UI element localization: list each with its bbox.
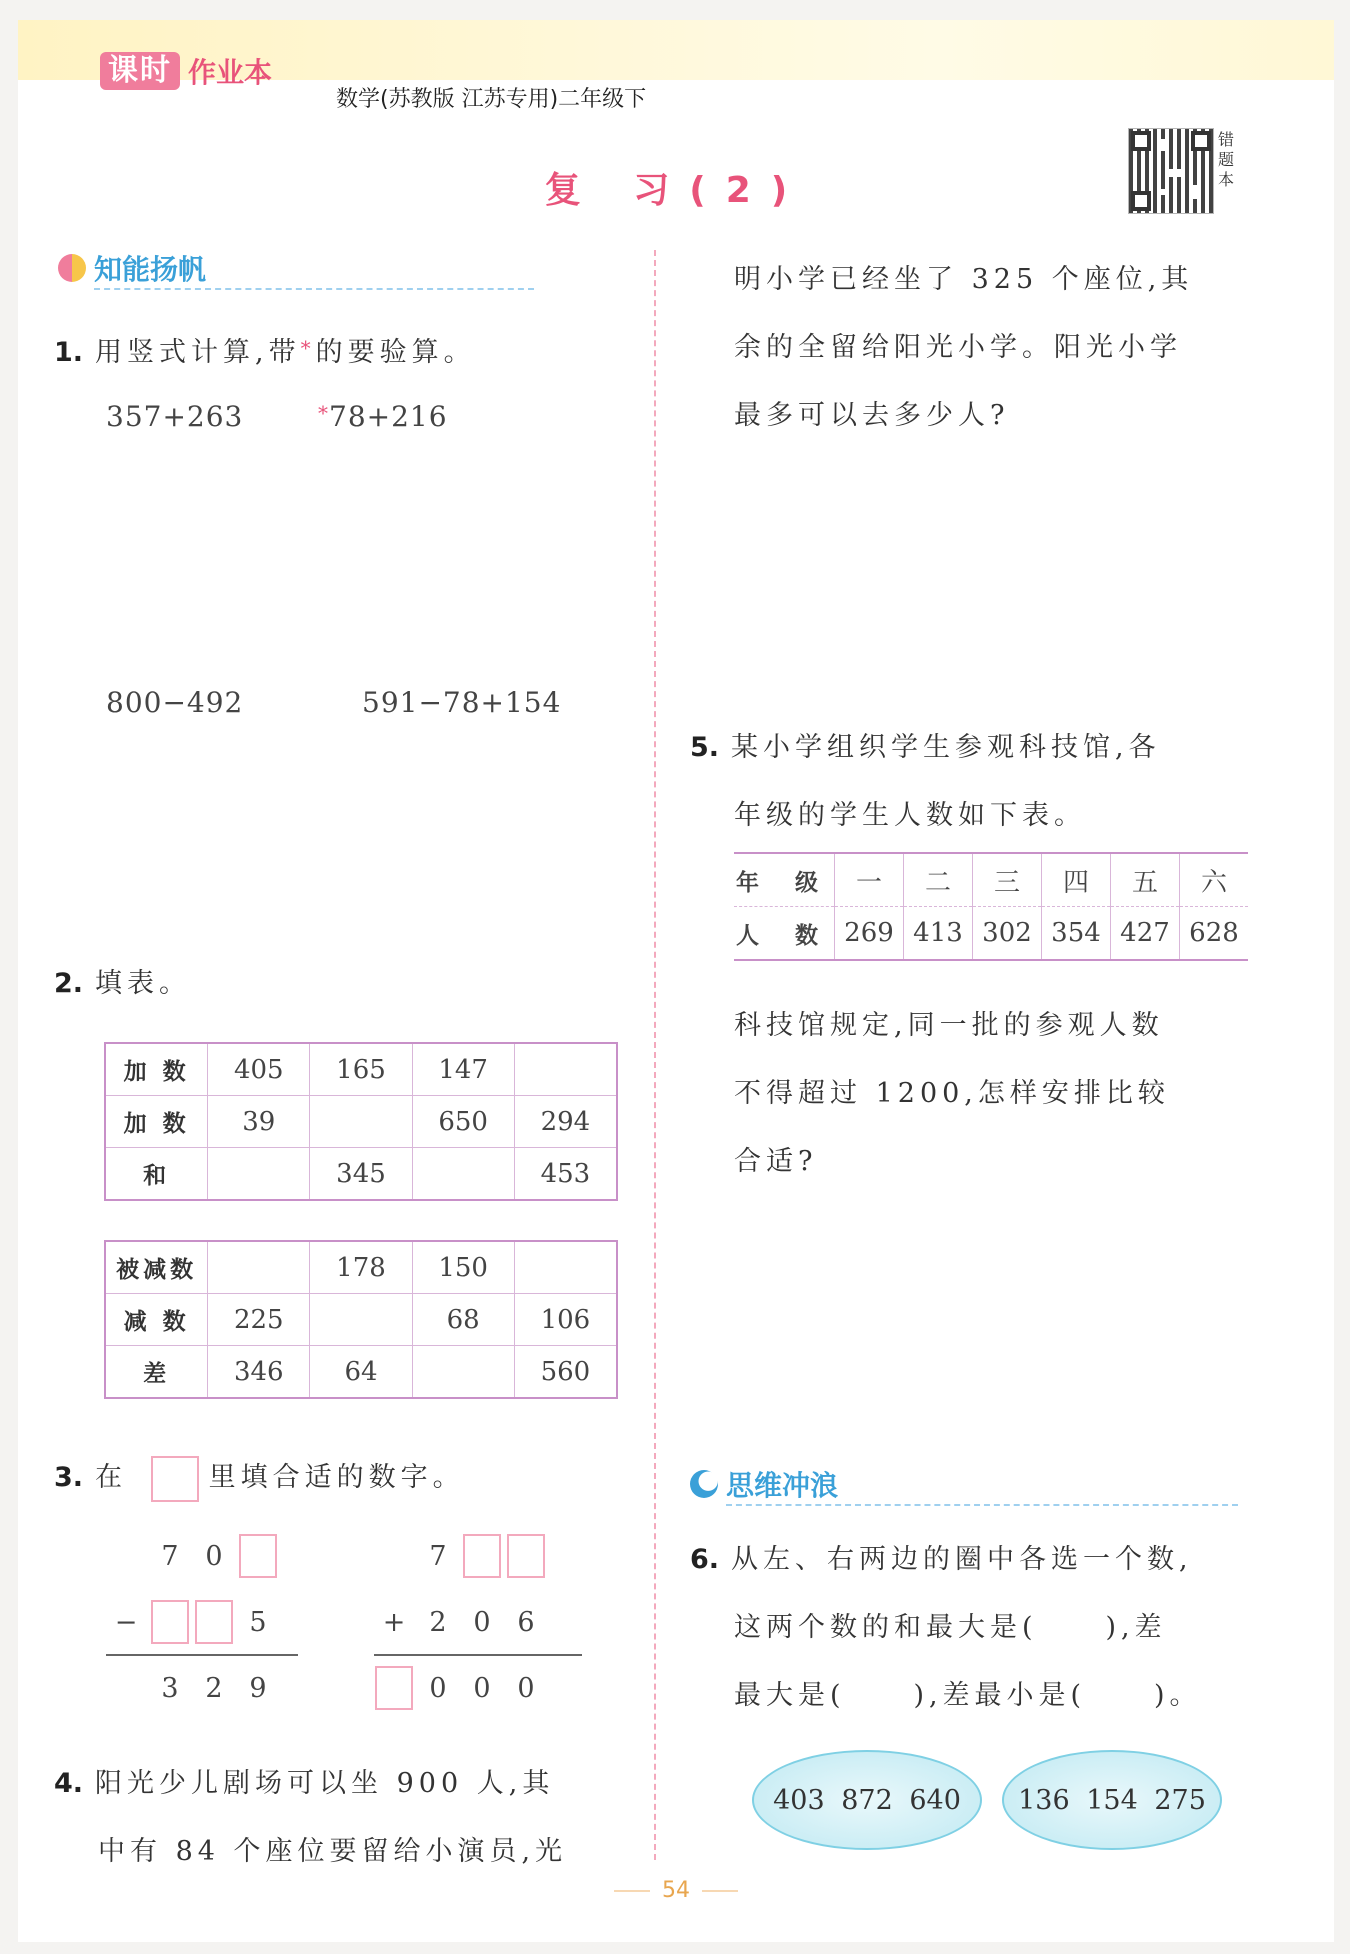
question-4: 4. 阳光少儿剧场可以坐 900 人,其 中有 84 个座位要留给小演员,光 [54, 1768, 568, 1867]
table-cell[interactable] [514, 1241, 617, 1294]
moon-icon [690, 1470, 718, 1498]
digit-input[interactable] [151, 1600, 189, 1644]
table-cell: 147 [412, 1043, 514, 1096]
qr-code-icon[interactable] [1128, 128, 1214, 214]
number-circle-left: 403 872 640 [752, 1750, 982, 1850]
table-cell: 39 [208, 1096, 310, 1148]
table-cell: 405 [208, 1043, 310, 1096]
grade-cell: 二 [904, 853, 973, 907]
page-number: 54 [18, 1878, 1334, 1903]
table-cell: 150 [412, 1241, 514, 1294]
worksheet-page [18, 20, 1334, 1942]
table-cell[interactable] [208, 1241, 310, 1294]
subtraction-table [104, 1240, 618, 1399]
expression-3: 800−492 [106, 686, 244, 719]
section-header-1 [58, 248, 528, 288]
lesson-title: 复 习(2) [544, 170, 808, 211]
section-title-1: 知能扬帆 [94, 253, 207, 286]
vertical-1-row-2: − 5 [104, 1598, 280, 1646]
digit-input[interactable] [239, 1534, 277, 1578]
row-header: 减 数 [105, 1294, 208, 1346]
table-cell: 345 [310, 1148, 412, 1201]
count-header: 人 数 [734, 907, 835, 961]
brand-logo [100, 50, 272, 92]
count-cell: 427 [1111, 907, 1180, 961]
vertical-2-row-1: 7 [416, 1532, 548, 1580]
count-cell: 302 [973, 907, 1042, 961]
count-cell: 269 [835, 907, 904, 961]
grade-count-table [734, 852, 1248, 961]
blank-box-example [151, 1456, 199, 1502]
table-row [105, 1294, 617, 1346]
grade-cell: 六 [1180, 853, 1249, 907]
digit-input[interactable] [507, 1534, 545, 1578]
digit-input[interactable] [195, 1600, 233, 1644]
count-cell: 628 [1189, 918, 1239, 948]
book-title: 数学(苏教版 江苏专用)二年级下 [336, 87, 647, 112]
row-header: 加 数 [105, 1096, 208, 1148]
count-cell: 354 [1042, 907, 1111, 961]
table-cell[interactable] [208, 1148, 310, 1201]
table-cell: 178 [310, 1241, 412, 1294]
sail-icon [58, 254, 86, 282]
logo-text: 作业本 [188, 56, 273, 89]
table-cell[interactable] [514, 1043, 617, 1096]
expression-4: 591−78+154 [362, 686, 562, 719]
digit-input[interactable] [463, 1534, 501, 1578]
table-cell: 560 [514, 1346, 617, 1399]
table-cell: 294 [514, 1096, 617, 1148]
grade-cell: 三 [973, 853, 1042, 907]
vertical-2-row-2: + 2 0 6 [382, 1606, 535, 1638]
grade-cell: 四 [1042, 853, 1111, 907]
logo-mark: 课时 [100, 52, 180, 90]
question-3: 3. 在 里填合适的数字。 [54, 1444, 465, 1512]
table-cell[interactable] [310, 1096, 412, 1148]
column-divider [654, 250, 656, 1860]
table-row [105, 1148, 617, 1201]
grade-cell: 一 [835, 853, 904, 907]
grade-header: 年 级 [734, 853, 835, 907]
question-6: 6. 从左、右两边的圈中各选一个数, 这两个数的和最大是( ),差 最大是( ),差最小是( )。 [690, 1544, 1202, 1711]
addition-table [104, 1042, 618, 1201]
question-1: 1. 用竖式计算,带*的要验算。 [54, 336, 476, 368]
table-cell: 453 [514, 1148, 617, 1201]
table-row [105, 1043, 617, 1096]
table-cell: 225 [208, 1294, 310, 1346]
expression-1: 357+263 [106, 400, 244, 433]
table-cell[interactable] [412, 1346, 514, 1399]
table-cell: 165 [310, 1043, 412, 1096]
table-cell: 650 [412, 1096, 514, 1148]
expression-2: *78+216 [318, 400, 448, 433]
vertical-2-row-3: 0 0 0 [372, 1664, 548, 1712]
row-header: 和 [105, 1148, 208, 1201]
question-2: 2. 填表。 [54, 968, 192, 999]
row-header: 被减数 [105, 1241, 208, 1294]
table-row [105, 1346, 617, 1399]
count-cell: 413 [904, 907, 973, 961]
row-header: 加 数 [105, 1043, 208, 1096]
table-cell: 64 [310, 1346, 412, 1399]
number-circle-right: 136 154 275 [1002, 1750, 1222, 1850]
row-header: 差 [105, 1346, 208, 1399]
table-cell: 346 [208, 1346, 310, 1399]
table-row [105, 1241, 617, 1294]
table-cell[interactable] [412, 1148, 514, 1201]
vertical-1-row-1: 7 0 [148, 1532, 280, 1580]
grade-cell: 五 [1111, 853, 1180, 907]
question-5: 5. 某小学组织学生参观科技馆,各 年级的学生人数如下表。 [690, 732, 1161, 831]
section-title-2: 思维冲浪 [726, 1469, 839, 1502]
digit-input[interactable] [375, 1666, 413, 1710]
question-4-continued: 明小学已经坐了 325 个座位,其 余的全留给阳光小学。阳光小学 最多可以去多少人? [734, 264, 1194, 431]
table-cell: 106 [514, 1294, 617, 1346]
table-row [105, 1096, 617, 1148]
question-5-rule: 科技馆规定,同一批的参观人数 不得超过 1200,怎样安排比较 合适? [734, 1010, 1170, 1177]
section-header-2 [690, 1464, 1250, 1504]
table-cell: 68 [412, 1294, 514, 1346]
table-cell[interactable] [310, 1294, 412, 1346]
qr-label: 错题本 [1218, 130, 1235, 189]
vertical-1-row-3: 3 2 9 [161, 1672, 267, 1704]
